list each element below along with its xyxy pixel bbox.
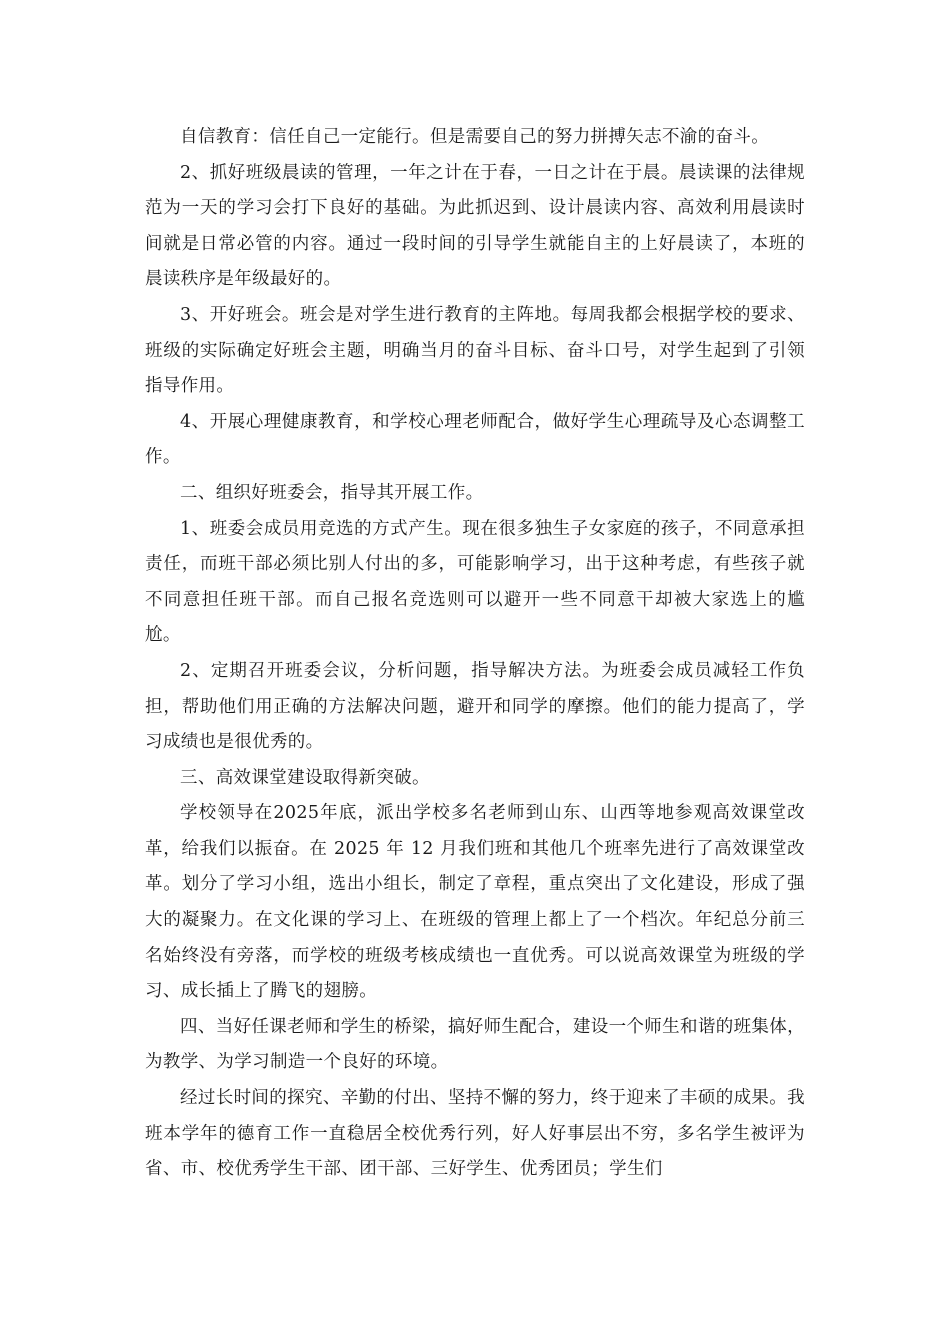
paragraph-morning-reading: 2、抓好班级晨读的管理，一年之计在于春，一日之计在于晨。晨读课的法律规范为一天的学习会打下良好的基础。为此抓迟到、设计晨读内容、高效利用晨读时间就是日常必管的内容。通过一段时间的引导学生就能自主的上好晨读了，本班的晨读秩序是年级最好的。 [145, 162, 805, 290]
section-heading-efficient-classroom: 三、高效课堂建设取得新突破。 [180, 767, 430, 788]
paragraph-committee-meetings: 2、定期召开班委会议，分析问题，指导解决方法。为班委会成员减轻工作负担，帮助他们用正确的方法解决问题，避开和同学的摩擦。他们的能力提高了，学习成绩也是很优秀的。 [145, 660, 805, 753]
paragraph-committee-election: 1、班委会成员用竞选的方式产生。现在很多独生子女家庭的孩子，不同意承担责任，而班干部必须比别人付出的多，可能影响学习，出于这种考虑，有些孩子就不同意担任班干部。而自己报名竞选则可以避开一些不同意干却被大家选上的尴尬。 [145, 518, 805, 646]
paragraph-class-meeting: 3、开好班会。班会是对学生进行教育的主阵地。每周我都会根据学校的要求、班级的实际确定好班会主题，明确当月的奋斗目标、奋斗口号，对学生起到了引领指导作用。 [145, 304, 805, 397]
paragraph-results: 经过长时间的探究、辛勤的付出、坚持不懈的努力，终于迎来了丰硕的成果。我班本学年的德育工作一直稳居全校优秀行列，好人好事层出不穷，多名学生被评为省、市、校优秀学生干部、团干部、三好学生、优秀团员；学生们 [145, 1088, 805, 1180]
paragraph-classroom-reform: 学校领导在2025年底，派出学校多名老师到山东、山西等地参观高效课堂改革，给我们以振奋。在 2025 年 12 月我们班和其他几个班率先进行了高效课堂改革。划分了学习小组，选出小组长，制定了章程，重点突出了文化建设，形成了强大的凝聚力。在文化课的学习上、在班级的管理上都上了一个档次。年纪总分前三名始终没有旁落，而学校的班级考核成绩也一直优秀。可以说高效课堂为班级的学习、成长插上了腾飞的翅膀。 [145, 803, 805, 1002]
section-heading-teacher-student-bridge: 四、当好任课老师和学生的桥梁，搞好师生配合，建设一个师生和谐的班集体，为教学、为学习制造一个良好的环境。 [145, 1016, 805, 1073]
document-body [145, 120, 805, 1188]
paragraph-mental-health: 4、开展心理健康教育，和学校心理老师配合，做好学生心理疏导及心态调整工作。 [145, 411, 805, 468]
paragraph-confidence-education: 自信教育：信任自己一定能行。但是需要自己的努力拼搏矢志不渝的奋斗。 [180, 127, 770, 147]
section-heading-class-committee: 二、组织好班委会，指导其开展工作。 [180, 482, 484, 503]
